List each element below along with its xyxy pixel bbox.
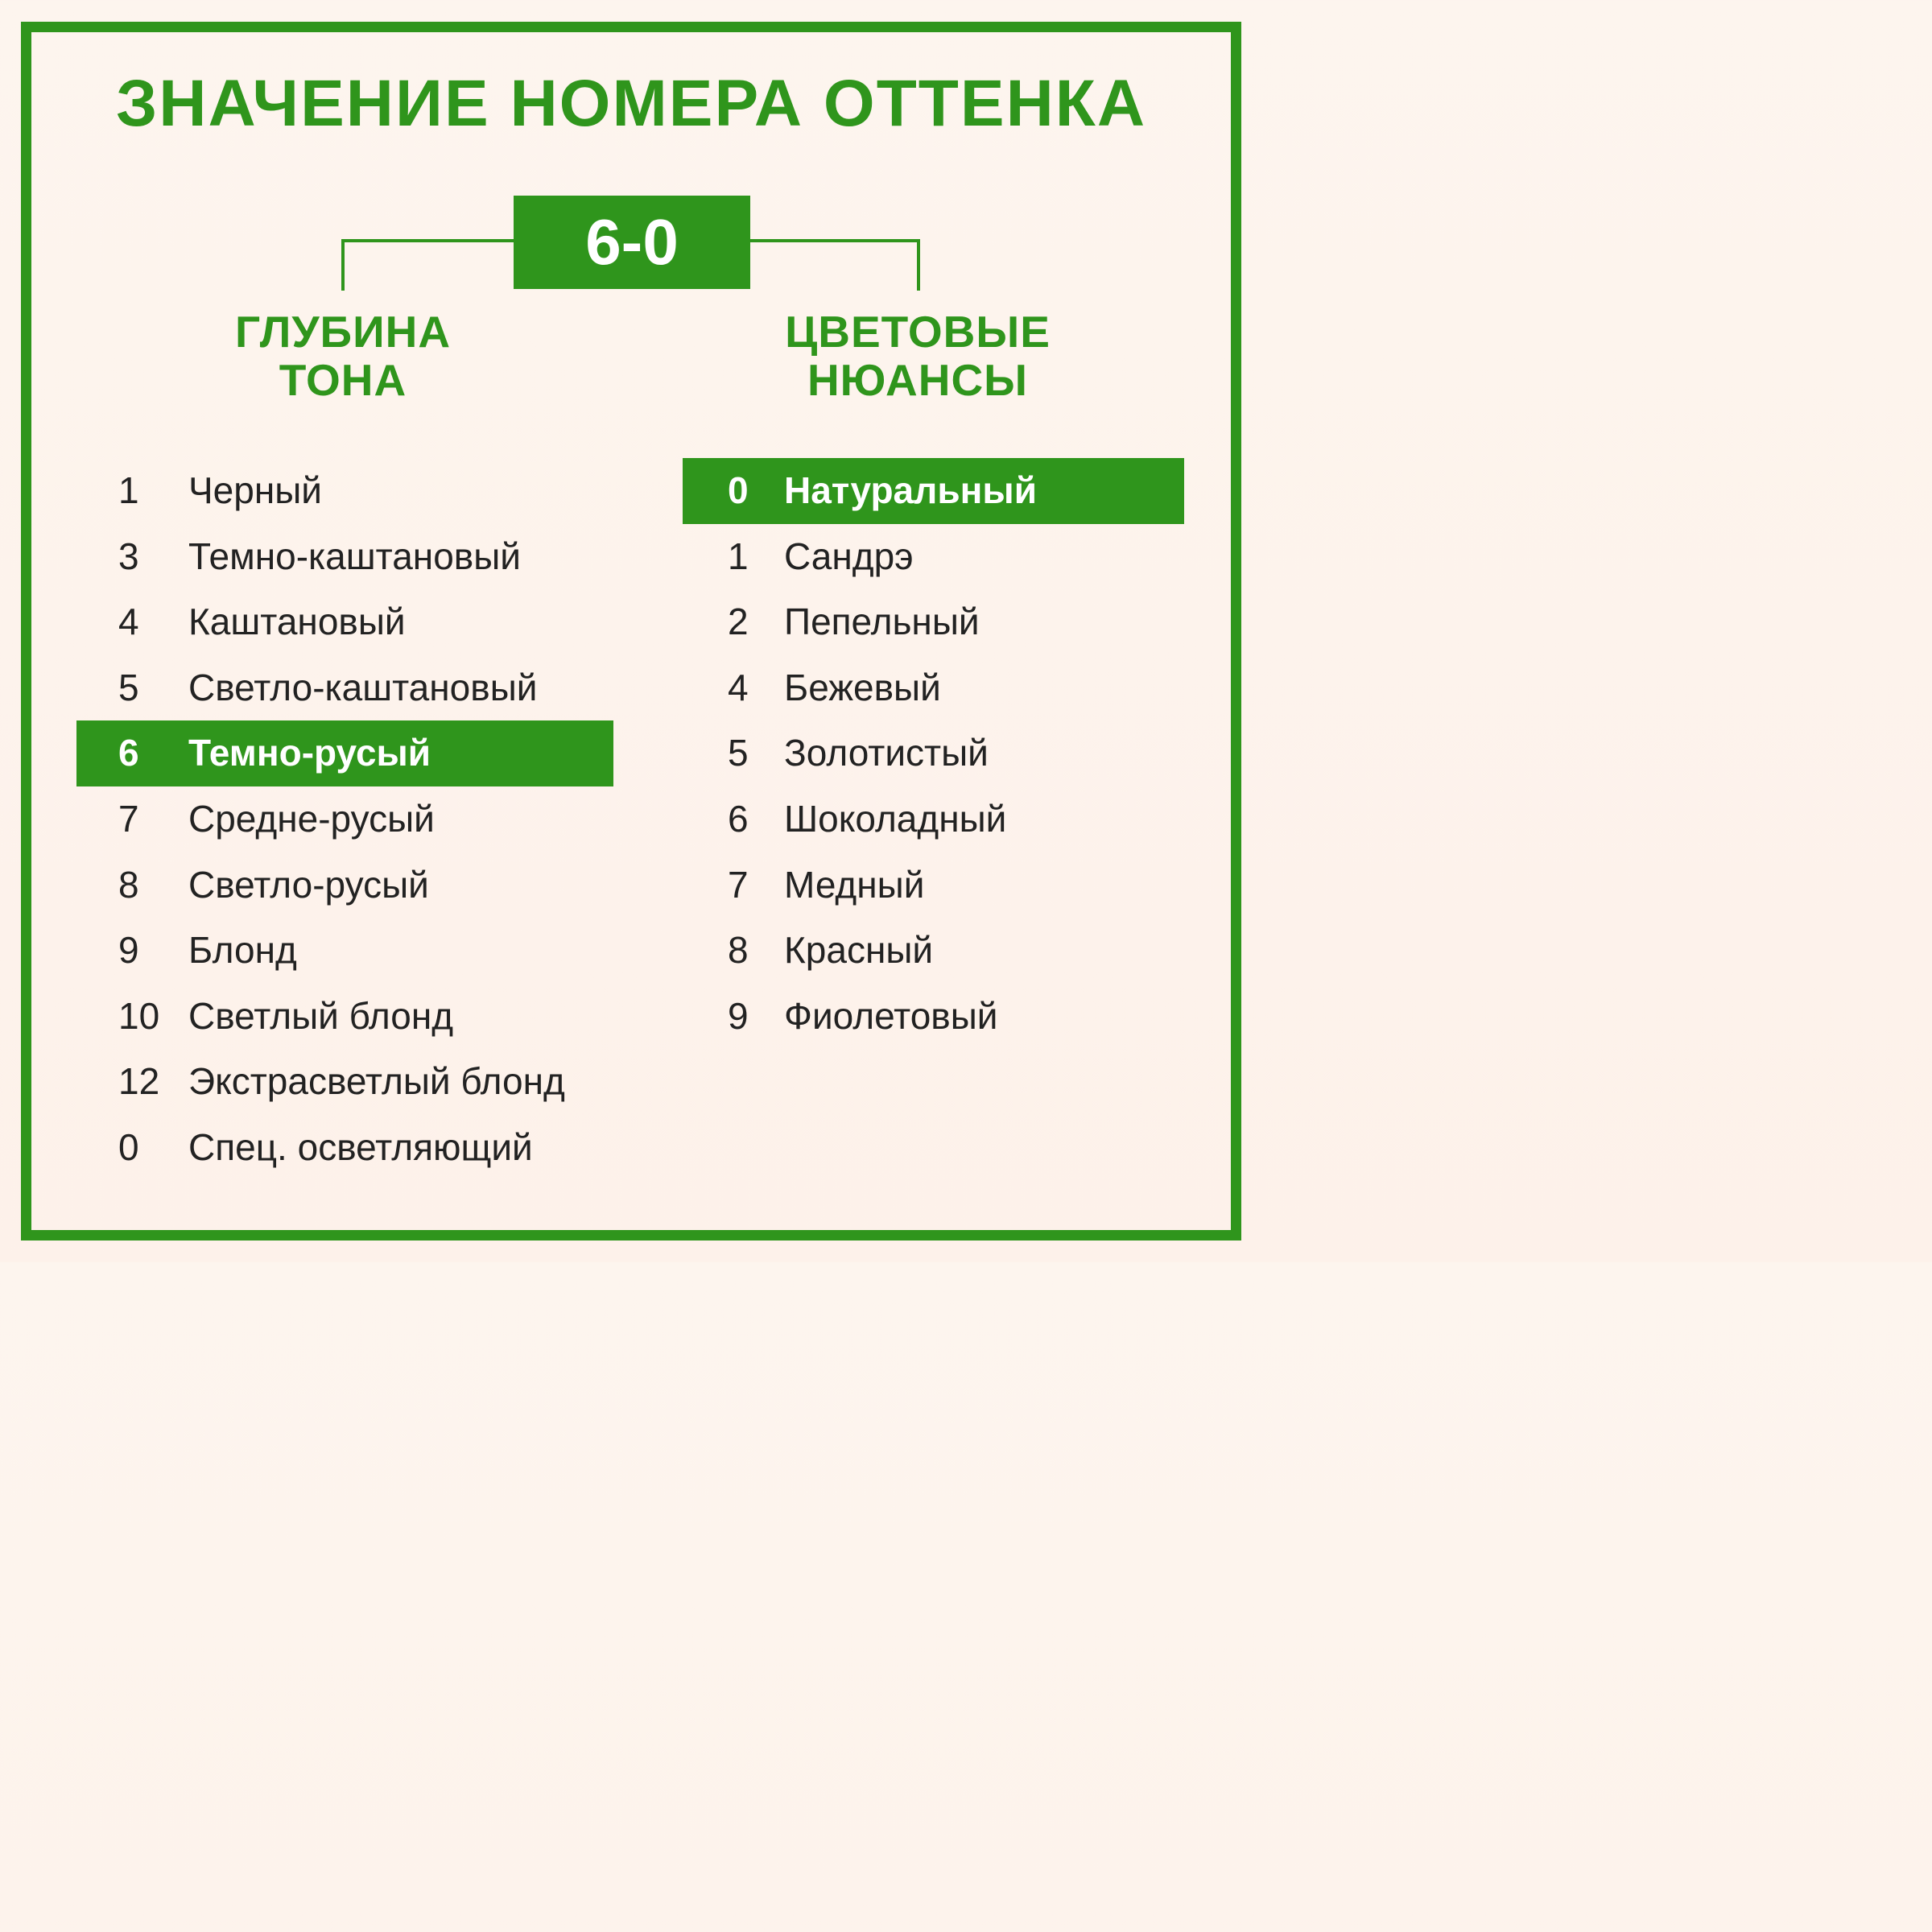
item-number: 9 — [728, 994, 749, 1037]
item-number: 3 — [118, 535, 139, 577]
list-item — [683, 655, 1184, 721]
item-number: 4 — [118, 601, 139, 643]
nuance-heading-line-2: НЮАНСЫ — [807, 355, 1029, 405]
item-label: Медный — [784, 863, 925, 906]
item-number: 0 — [118, 1125, 139, 1168]
list-item-selected — [683, 458, 1184, 524]
depth-level-list — [76, 458, 613, 1181]
list-item — [683, 852, 1184, 919]
item-number: 10 — [118, 994, 160, 1037]
depth-heading — [182, 308, 504, 404]
list-item — [76, 655, 613, 721]
item-label: Спец. осветляющий — [188, 1125, 533, 1168]
item-label: Фиолетовый — [784, 994, 998, 1037]
item-label: Каштановый — [188, 601, 406, 643]
item-label: Блонд — [188, 929, 297, 972]
item-number: 6 — [118, 732, 139, 774]
item-label: Пепельный — [784, 601, 980, 643]
item-number: 6 — [728, 797, 749, 840]
item-label: Черный — [188, 469, 322, 511]
list-item — [76, 984, 613, 1050]
bracket-right-connector — [750, 239, 920, 291]
list-item — [76, 524, 613, 590]
list-item — [683, 786, 1184, 852]
nuance-list — [683, 458, 1184, 1049]
item-number: 0 — [728, 469, 749, 511]
item-label: Темно-русый — [188, 732, 431, 774]
list-item — [76, 918, 613, 984]
item-number: 5 — [118, 666, 139, 708]
depth-heading-line-1: ГЛУБИНА — [234, 307, 452, 357]
item-label: Красный — [784, 929, 934, 972]
list-item — [76, 1115, 613, 1181]
item-label: Натуральный — [784, 469, 1037, 511]
item-label: Сандрэ — [784, 535, 914, 577]
item-number: 12 — [118, 1060, 160, 1103]
item-number: 2 — [728, 601, 749, 643]
list-item — [76, 1049, 613, 1115]
item-number: 7 — [118, 797, 139, 840]
list-item-selected — [76, 720, 613, 786]
shade-code-badge: 6-0 — [514, 196, 750, 289]
item-label: Светло-каштановый — [188, 666, 538, 708]
list-item — [76, 786, 613, 852]
item-number: 9 — [118, 929, 139, 972]
item-label: Экстрасветлый блонд — [188, 1060, 565, 1103]
depth-heading-line-2: ТОНА — [279, 355, 407, 405]
list-item — [683, 984, 1184, 1050]
item-number: 1 — [728, 535, 749, 577]
item-label: Темно-каштановый — [188, 535, 521, 577]
list-item — [683, 589, 1184, 655]
item-number: 1 — [118, 469, 139, 511]
list-item — [76, 852, 613, 919]
item-label: Средне-русый — [188, 797, 435, 840]
list-item — [683, 918, 1184, 984]
item-number: 7 — [728, 863, 749, 906]
item-label: Светлый блонд — [188, 994, 454, 1037]
item-label: Бежевый — [784, 666, 941, 708]
item-number: 4 — [728, 666, 749, 708]
list-item — [76, 458, 613, 524]
bracket-left-connector — [341, 239, 517, 291]
page-title: ЗНАЧЕНИЕ НОМЕРА ОТТЕНКА — [115, 67, 1147, 140]
list-item — [76, 589, 613, 655]
list-item — [683, 720, 1184, 786]
item-label: Светло-русый — [188, 863, 429, 906]
nuance-heading-line-1: ЦВЕТОВЫЕ — [785, 307, 1051, 357]
item-number: 5 — [728, 732, 749, 774]
item-number: 8 — [728, 929, 749, 972]
nuance-heading — [757, 308, 1079, 404]
item-label: Шоколадный — [784, 797, 1007, 840]
item-label: Золотистый — [784, 732, 989, 774]
list-item — [683, 524, 1184, 590]
item-number: 8 — [118, 863, 139, 906]
